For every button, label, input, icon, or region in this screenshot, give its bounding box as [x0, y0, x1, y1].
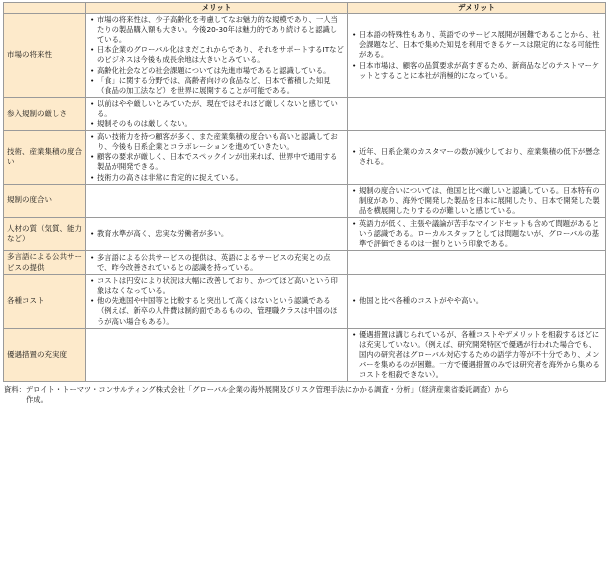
comparison-table-container	[3, 2, 605, 405]
merit-demerit-table	[3, 2, 606, 382]
demerit-cell	[348, 14, 606, 98]
row-category: 参入規制の厳しさ	[4, 97, 86, 130]
demerit-point: • 日本語の特殊性もあり、英語でのサービス展開が困難であることから、社会課題など、日本で集めた知見を利用できるケースは限定的になる可能性がある。	[351, 30, 602, 60]
table-row	[4, 131, 606, 184]
row-category: 多言語による公共サービスの提供	[4, 251, 86, 275]
merit-cell	[86, 275, 348, 328]
demerit-cell	[348, 131, 606, 184]
demerit-point: • 近年、日系企業のカスタマーの数が減少しており、産業集積の低下が懸念される。	[351, 147, 602, 167]
row-category: 技術、産業集積の度合い	[4, 131, 86, 184]
demerit-point: • 日本市場は、顧客の品質要求が高すぎるため、新商品などのテストマーケットとすることに本社が消極的になっている。	[351, 61, 602, 81]
merit-point: • 高齢化社会などの社会課題については先進市場であると認識している。	[89, 66, 344, 76]
table-row	[4, 97, 606, 130]
header-merit: メリット	[86, 3, 348, 14]
table-row	[4, 275, 606, 328]
header-category	[4, 3, 86, 14]
merit-point: • コストは円安により状況は大幅に改善しており、かつてほど高いという印象はなくなっている。	[89, 276, 344, 296]
row-category: 人材の質（気質、能力など）	[4, 217, 86, 250]
row-category: 市場の将来性	[4, 14, 86, 98]
table-row	[4, 14, 606, 98]
table-row	[4, 328, 606, 381]
merit-point: • 市場の将来性は、少子高齢化を考慮してなお魅力的な規模であり、一人当たりの製品購入額も大きい。今後20-30年は魅力的であり続けると認識している。	[89, 15, 344, 45]
demerit-point: • 他国と比べ各種のコストがやや高い。	[351, 296, 602, 306]
table-row	[4, 184, 606, 217]
demerit-cell	[348, 328, 606, 381]
table-row	[4, 217, 606, 250]
merit-cell	[86, 184, 348, 217]
source-note	[3, 385, 605, 405]
merit-point: • 顧客の要求が厳しく、日本でスペックインが出来れば、世界中で通用する製品が開発できる。	[89, 152, 344, 172]
source-note-line2: 作成。	[26, 395, 48, 405]
merit-point: • 技術力の高さは非常に肯定的に捉えている。	[89, 173, 344, 183]
merit-cell	[86, 97, 348, 130]
merit-cell	[86, 251, 348, 275]
merit-point: • 教育水準が高く、忠実な労働者が多い。	[89, 229, 344, 239]
merit-point: • 「食」に関する分野では、高齢者向けの食品など、日本で蓄積した知見（食品の加工法など）を世界に展開することが可能である。	[89, 76, 344, 96]
demerit-point: • 規制の度合いについては、他国と比べ厳しいと認識している。日本特有の制度があり、海外で開発した製品を日本に展開したり、日本で開発した製品を横展開したりするのが難しいと感じている。	[351, 186, 602, 216]
source-note-line1: 資料：デロイト・トーマツ・コンサルティング株式会社「グローバル企業の海外展開及びリスク管理手法にかかる調査・分析」（経済産業省委託調査）から	[4, 385, 510, 395]
row-category: 各種コスト	[4, 275, 86, 328]
demerit-cell	[348, 251, 606, 275]
merit-cell	[86, 131, 348, 184]
demerit-cell	[348, 217, 606, 250]
demerit-cell	[348, 275, 606, 328]
merit-point: • 以前はやや厳しいとみていたが、現在ではそれほど厳しくないと感じている。	[89, 99, 344, 119]
merit-point: • 多言語による公共サービスの提供は、英語によるサービスの充実との点で、昨今改善されているとの認識を持っている。	[89, 253, 344, 273]
merit-point: • 規制そのものは厳しくない。	[89, 119, 344, 129]
demerit-cell	[348, 184, 606, 217]
demerit-cell	[348, 97, 606, 130]
merit-point: • 他の先進国や中国等と比較すると突出して高くはないという認識である（例えば、新卒の人件費は制約面であるものの、管理職クラスは中国のほうが高い場合もある）。	[89, 296, 344, 326]
merit-cell	[86, 217, 348, 250]
row-category: 規制の度合い	[4, 184, 86, 217]
row-category: 優遇措置の充実度	[4, 328, 86, 381]
demerit-point: • 優遇措置は講じられているが、各種コストやデメリットを相殺するほどには充実していない。（例えば、研究開発特区で優遇が行われた場合でも、国内の研究者はグローバル対応するための語学力等が不十分であり、メンバーを集めるのが困難。一方で優遇措置のみでは研究者を海外から集めるコストを相殺できない）。	[351, 330, 602, 380]
merit-point: • 高い技術力を持つ顧客が多く、また産業集積の度合いも高いと認識しており、今後も日系企業とコラボレーションを進めていきたい。	[89, 132, 344, 152]
table-row	[4, 251, 606, 275]
header-demerit: デメリット	[348, 3, 606, 14]
demerit-point: • 英語力が低く、主張や議論が苦手なマインドセットも含めて問題があるという認識である。ローカルスタッフとしては問題ないが、グローバルの基準で評価できるのは一握りという印象である。	[351, 219, 602, 249]
merit-cell	[86, 328, 348, 381]
header-row	[4, 3, 606, 14]
merit-point: • 日本企業のグローバル化はまだこれからであり、それをサポートするITなどのビジネスは今後も成長余地は大きいとみている。	[89, 45, 344, 65]
merit-cell	[86, 14, 348, 98]
